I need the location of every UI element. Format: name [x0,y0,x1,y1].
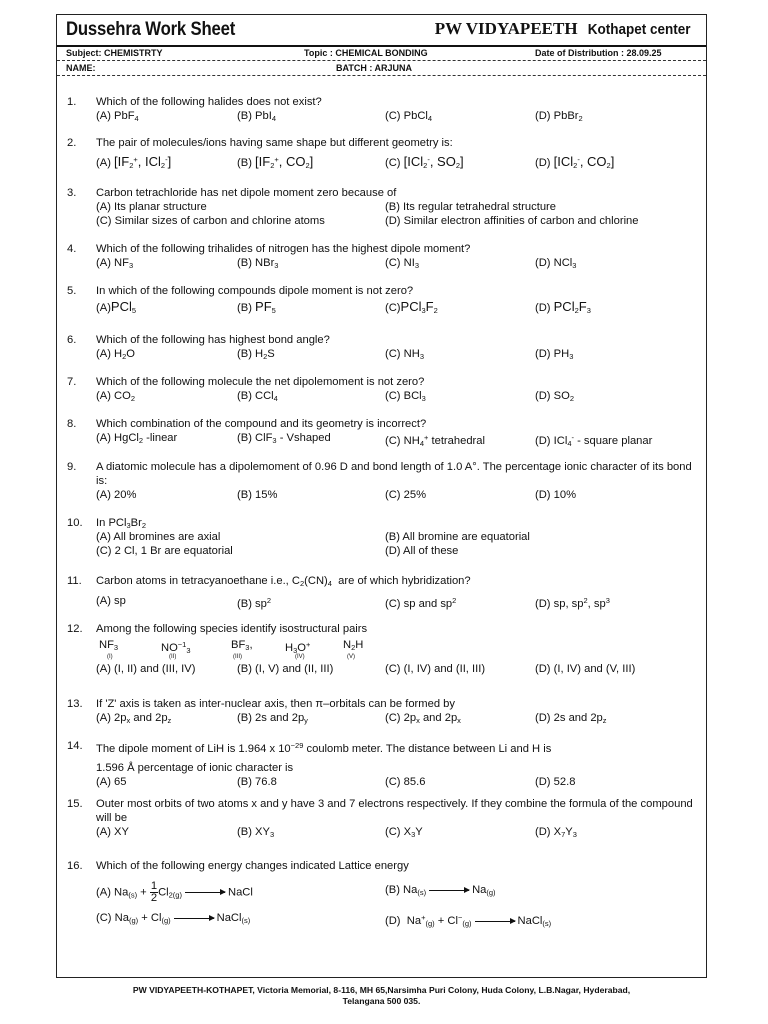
option-c: (C) 2 Cl, 1 Br are equatorial [96,545,233,557]
date-label: Date of Distribution : 28.09.25 [535,48,662,58]
question-text: In $PCl_3Br_2$ [96,517,146,530]
option-b: (B) $Na_{(s)}$ $Na_{(g)}$ [385,884,496,897]
species-iii: $BF_3$, (III) [231,639,253,660]
option-d: (D) $SO_2$ [535,390,574,403]
question-number: 15. [67,798,83,810]
question-number: 16. [67,860,83,872]
option-a: (A) $Na_{(s)}$ + $\frac{1}{2}$ $Cl_{2(g)}$ NaCl [96,880,253,904]
species-v: $N_2H$ (V) [343,639,364,660]
option-a: (A) $H_2O$ [96,348,135,361]
question-number: 7. [67,376,77,388]
center-name: Kothapet center [587,21,691,38]
question-text: Which of the following trihalides of nitrogen has the highest dipole moment? [96,243,471,255]
option-a: (A) XY [96,826,129,838]
question-number: 6. [67,334,77,346]
option-d: (D) NCl$_3$ [535,257,577,270]
option-a: (A) $2p_x$ and $2p_z$ [96,712,172,725]
question-text: Which of the following has highest bond angle? [96,334,330,346]
option-a: (A) All bromines are axial [96,531,221,543]
question-text: Among the following species identify isostructural pairs [96,623,368,635]
question-text-line-2: 1.596 Å percentage of ionic character is [96,762,294,774]
option-c: (C) (I, IV) and (II, III) [385,663,486,675]
option-a: (A) 20% [96,489,137,501]
question-text: In which of the following compounds dipole moment is not zero? [96,285,414,297]
batch-label: BATCH : ARJUNA [336,63,412,73]
question-text: If 'Z' axis is taken as inter-nuclear axis, then π–orbitals can be formed by [96,698,455,710]
option-a: (A) sp [96,595,126,607]
question-text: Outer most orbits of two atoms x and y have 3 and 7 electrons respectively. If they combine the formula of the compound will be [96,798,693,824]
option-d: (D) $X_7Y_3$ [535,826,577,839]
option-d: (D) sp, $sp^2$, $sp^3$ [535,596,610,610]
question-number: 12. [67,623,83,635]
option-d: (D) $Na^+_{(g)} + Cl^-_{(g)}$ NaCl$_{(s)}$ [385,913,552,928]
option-c: (C) [ICl$_2$-, $SO_2$] [385,154,464,170]
option-d: (D) Similar electron affinities of carbon and chlorine [385,215,639,227]
question-text: The dipole moment of LiH is 1.964 x $10^{-29}$ coulomb meter. The distance between Li and H is [96,741,552,755]
option-c: (C) 85.6 [385,776,426,788]
option-b: (B) ClF$_3$ - Vshaped [237,432,331,445]
option-c: $(C)PCl_3F_2$ [385,299,438,315]
footer-line-1: PW VIDYAPEETH-KOTHAPET, Victoria Memorial, 8-116, MH 65,Narsimha Puri Colony, Huda Colony, L.B.Nagar, Hyderabad, [132,985,631,995]
question-number: 2. [67,137,77,149]
option-c: (C) $NI_3$ [385,257,419,270]
option-c: (C) BCl$_3$ [385,390,426,403]
option-a: (A) 65 [96,776,127,788]
option-b: (B) 2s and $2p_y$ [237,712,308,725]
title-bar [57,15,706,47]
question-number: 11. [67,575,82,587]
footer-address [56,985,707,1007]
option-b: (B) NBr$_3$ [237,257,279,270]
option-d: (D) $PH_3$ [535,348,574,361]
option-a: (A) HgCl$_2$ -linear [96,432,178,445]
option-a: (A) PbF$_4$ [96,110,139,123]
species-ii: $NO^{-1}_3$ (II) [161,640,191,660]
option-b: (B) (I, V) and (II, III) [237,663,334,675]
question-number: 5. [67,285,77,297]
option-d: (D) 52.8 [535,776,576,788]
option-d: (D) $PCl_2F_3$ [535,299,591,315]
option-a: (A)PCl$_5$ [96,299,137,315]
option-a: (A) Its planar structure [96,201,207,213]
question-number: 10. [67,517,83,529]
brand-name: PW VIDYAPEETH [434,19,578,38]
option-d: (D) (I, IV) and (V, III) [535,663,636,675]
question-number: 8. [67,418,77,430]
question-text: Carbon atoms in tetracyanoethane i.e., $C_2(CN)_4$ are of which hybridization? [96,575,471,588]
option-c: (C) 25% [385,489,427,501]
footer-line-2: Telangana 500 035. [342,996,421,1006]
question-text: Which of the following halides does not exist? [96,96,322,108]
option-c: (C) $NH_4^+$ tetrahedral [385,433,485,448]
question-text: Carbon tetrachloride has net dipole moment zero because of [96,187,397,199]
question-number: 3. [67,187,77,199]
option-b: (B) $XY_3$ [237,826,275,839]
option-b: (B) $sp^2$ [237,596,272,610]
question-text: Which of the following energy changes indicated Lattice energy [96,860,409,872]
species-iv: $H_3O^+$ (IV) [285,640,311,660]
option-c: (C) Similar sizes of carbon and chlorine atoms [96,215,325,227]
question-text: A diatomic molecule has a dipolemoment of 0.96 D and bond length of 1.0 A°. The percentage ionic character of its bond is: [96,461,692,487]
option-b: (B) $H_2S$ [237,348,275,361]
option-a: (A) [$IF_2^+$, ICl$_2$-] [96,154,172,170]
option-d: (D) [ICl$_2$-, $CO_2$] [535,154,615,170]
subject-label: Subject: CHEMISTRTY [66,48,163,58]
option-c: (C) $NH_3$ [385,348,424,361]
option-b: (B) 15% [237,489,278,501]
option-c: (C) $2p_x$ and $2p_x$ [385,712,461,725]
meta-row-2 [57,62,706,76]
question-text: The pair of molecules/ions having same shape but different geometry is: [96,137,453,149]
option-a: (A) $NF_3$ [96,257,134,270]
question-number: 14. [67,740,83,752]
option-c: (C) PbCl$_4$ [385,110,433,123]
question-text: Which combination of the compound and its geometry is incorrect? [96,418,427,430]
option-b: (B) $PF_5$ [237,299,276,315]
option-c: (C) $Na_{(g)} + Cl_{(g)}$ NaCl$_{(s)}$ [96,912,251,925]
question-text: Which of the following molecule the net dipolemoment is not zero? [96,376,425,388]
option-d: (D) 2s and $2p_z$ [535,712,607,725]
option-c: (C) sp and $sp^2$ [385,596,457,610]
question-number: 1. [67,96,77,108]
option-b: (B) Its regular tetrahedral structure [385,201,556,213]
option-d: (D) 10% [535,489,577,501]
meta-row-1 [57,47,706,61]
option-a: (A) (I, II) and (III, IV) [96,663,196,675]
question-number: 4. [67,243,77,255]
option-c: (C) $X_3Y$ [385,826,423,839]
species-i: $NF_3$ (I) [99,639,119,660]
option-d: (D) PbBr$_2$ [535,110,583,123]
question-number: 9. [67,461,77,473]
option-d: (D) All of these [385,545,459,557]
institute-name [435,19,696,39]
option-a: (A) $CO_2$ [96,390,135,403]
name-label: NAME: [66,63,96,73]
option-b: (B) CCl$_4$ [237,390,278,403]
option-d: (D) ICl$_4$- - square planar [535,433,653,448]
option-b: (B) [$IF_2^+$, $CO_2$] [237,154,314,170]
option-b: (B) 76.8 [237,776,277,788]
question-number: 13. [67,698,83,710]
option-b: (B) PbI$_4$ [237,110,276,123]
worksheet-title: Dussehra Work Sheet [66,19,236,40]
option-b: (B) All bromine are equatorial [385,531,530,543]
topic-label: Topic : CHEMICAL BONDING [304,48,428,58]
